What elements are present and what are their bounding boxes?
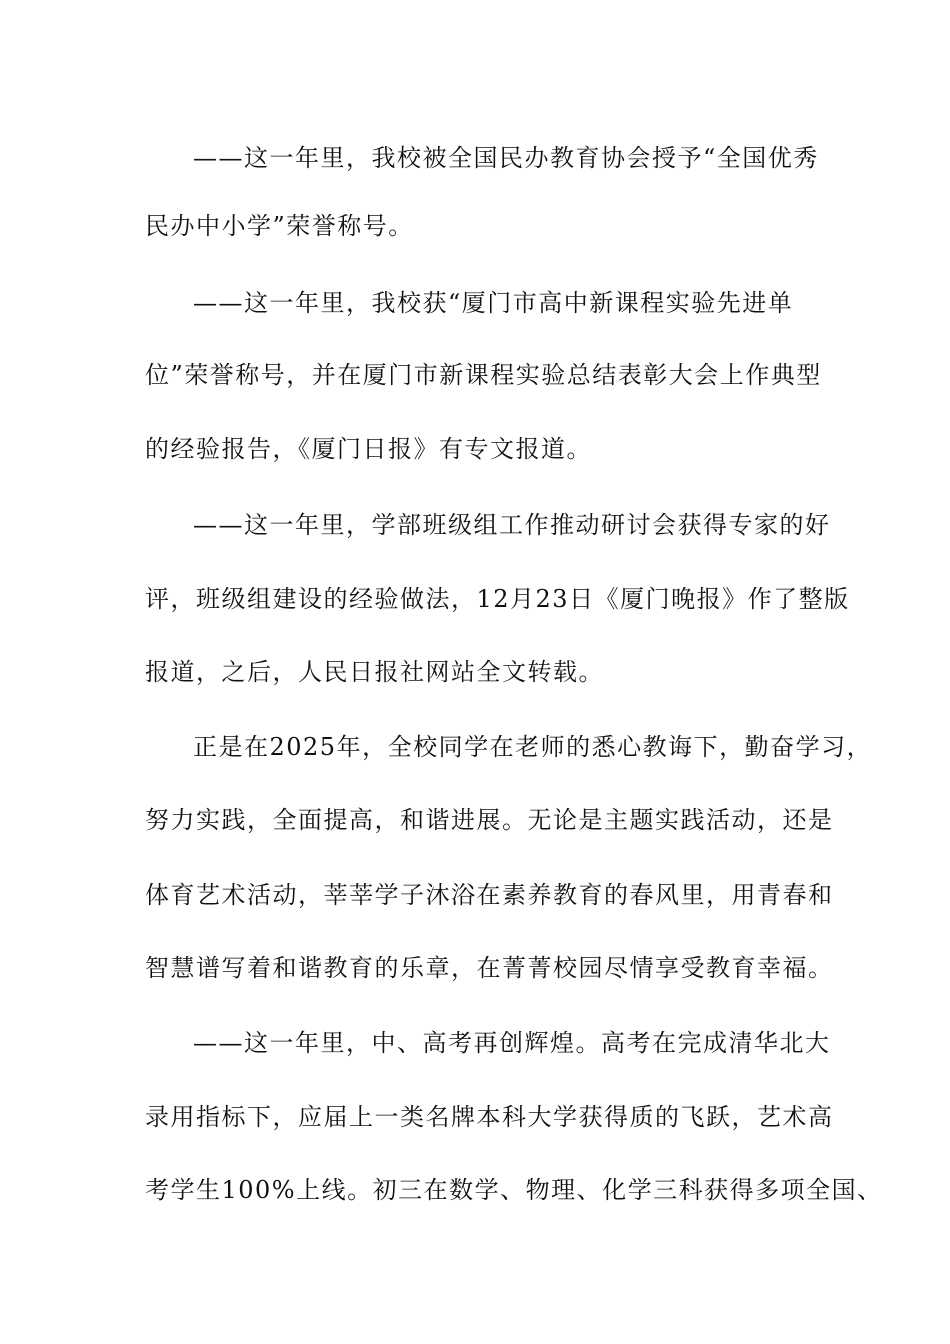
text-line-8: 报道，之后，人民日报社网站全文转载。: [145, 658, 604, 686]
text-line-7: 评，班级组建设的经验做法，12月23日《厦门晚报》作了整版: [145, 585, 850, 613]
text-line-12: 智慧谱写着和谐教育的乐章，在菁菁校园尽情享受教育幸福。: [145, 954, 834, 982]
text-line-9: 正是在2025年，全校同学在老师的悉心教诲下，勤奋学习，: [193, 733, 873, 761]
text-line-4: 位”荣誉称号，并在厦门市新课程实验总结表彰大会上作典型: [145, 361, 822, 389]
text-line-15: 考学生100%上线。初三在数学、物理、化学三科获得多项全国、: [145, 1176, 883, 1204]
text-line-2: 民办中小学”荣誉称号。: [145, 212, 414, 240]
text-line-5: 的经验报告，《厦门日报》有专文报道。: [145, 435, 592, 463]
text-line-3: ——这一年里，我校获“厦门市高中新课程实验先进单: [193, 289, 794, 317]
text-line-10: 努力实践，全面提高，和谐进展。无论是主题实践活动，还是: [145, 806, 834, 834]
text-line-14: 录用指标下，应届上一类名牌本科大学获得质的飞跃，艺术高: [145, 1103, 834, 1131]
text-line-6: ——这一年里，学部班级组工作推动研讨会获得专家的好: [193, 511, 831, 539]
text-line-11: 体育艺术活动，莘莘学子沐浴在素养教育的春风里，用青春和: [145, 881, 834, 909]
text-line-13: ——这一年里，中、高考再创辉煌。高考在完成清华北大: [193, 1029, 831, 1057]
text-line-1: ——这一年里，我校被全国民办教育协会授予“全国优秀: [193, 144, 819, 172]
